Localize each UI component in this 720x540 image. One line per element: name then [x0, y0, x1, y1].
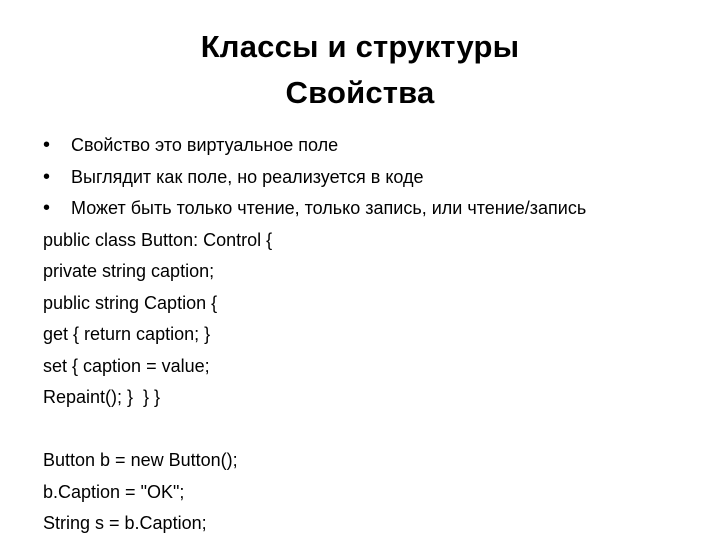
bullet-item [43, 130, 703, 162]
code-block-class-definition [43, 225, 703, 414]
code-line: public class Button: Control { [43, 229, 273, 250]
blank-line [43, 414, 703, 446]
title-line-1: Классы и структуры [200, 29, 520, 64]
code-line: public string Caption { [43, 292, 218, 313]
bullet-item [43, 162, 703, 194]
slide-content [43, 130, 703, 540]
bullet-text: Выглядит как поле, но реализуется в коде [71, 166, 424, 187]
slide-title [120, 24, 600, 116]
code-line: Button b = new Button(); [43, 450, 238, 470]
bullet-icon: • [43, 134, 51, 156]
code-line: get { return caption; } [43, 324, 211, 344]
bullet-text: Может быть только чтение, только запись, или чтение/запись [71, 198, 587, 218]
title-line-2: Свойства [285, 75, 435, 110]
bullet-icon: • [43, 165, 51, 188]
code-block-usage [43, 445, 703, 540]
bullet-icon: • [43, 197, 51, 219]
code-line: private string caption; [43, 261, 215, 281]
code-line: set { caption = value; [43, 355, 210, 376]
code-line: Repaint(); } } } [43, 387, 161, 407]
bullet-item [43, 193, 703, 225]
bullet-text: Свойство это виртуальное поле [71, 135, 339, 155]
code-line: String s = b.Caption; [43, 513, 207, 533]
code-line: b.Caption = "OK"; [43, 481, 185, 502]
